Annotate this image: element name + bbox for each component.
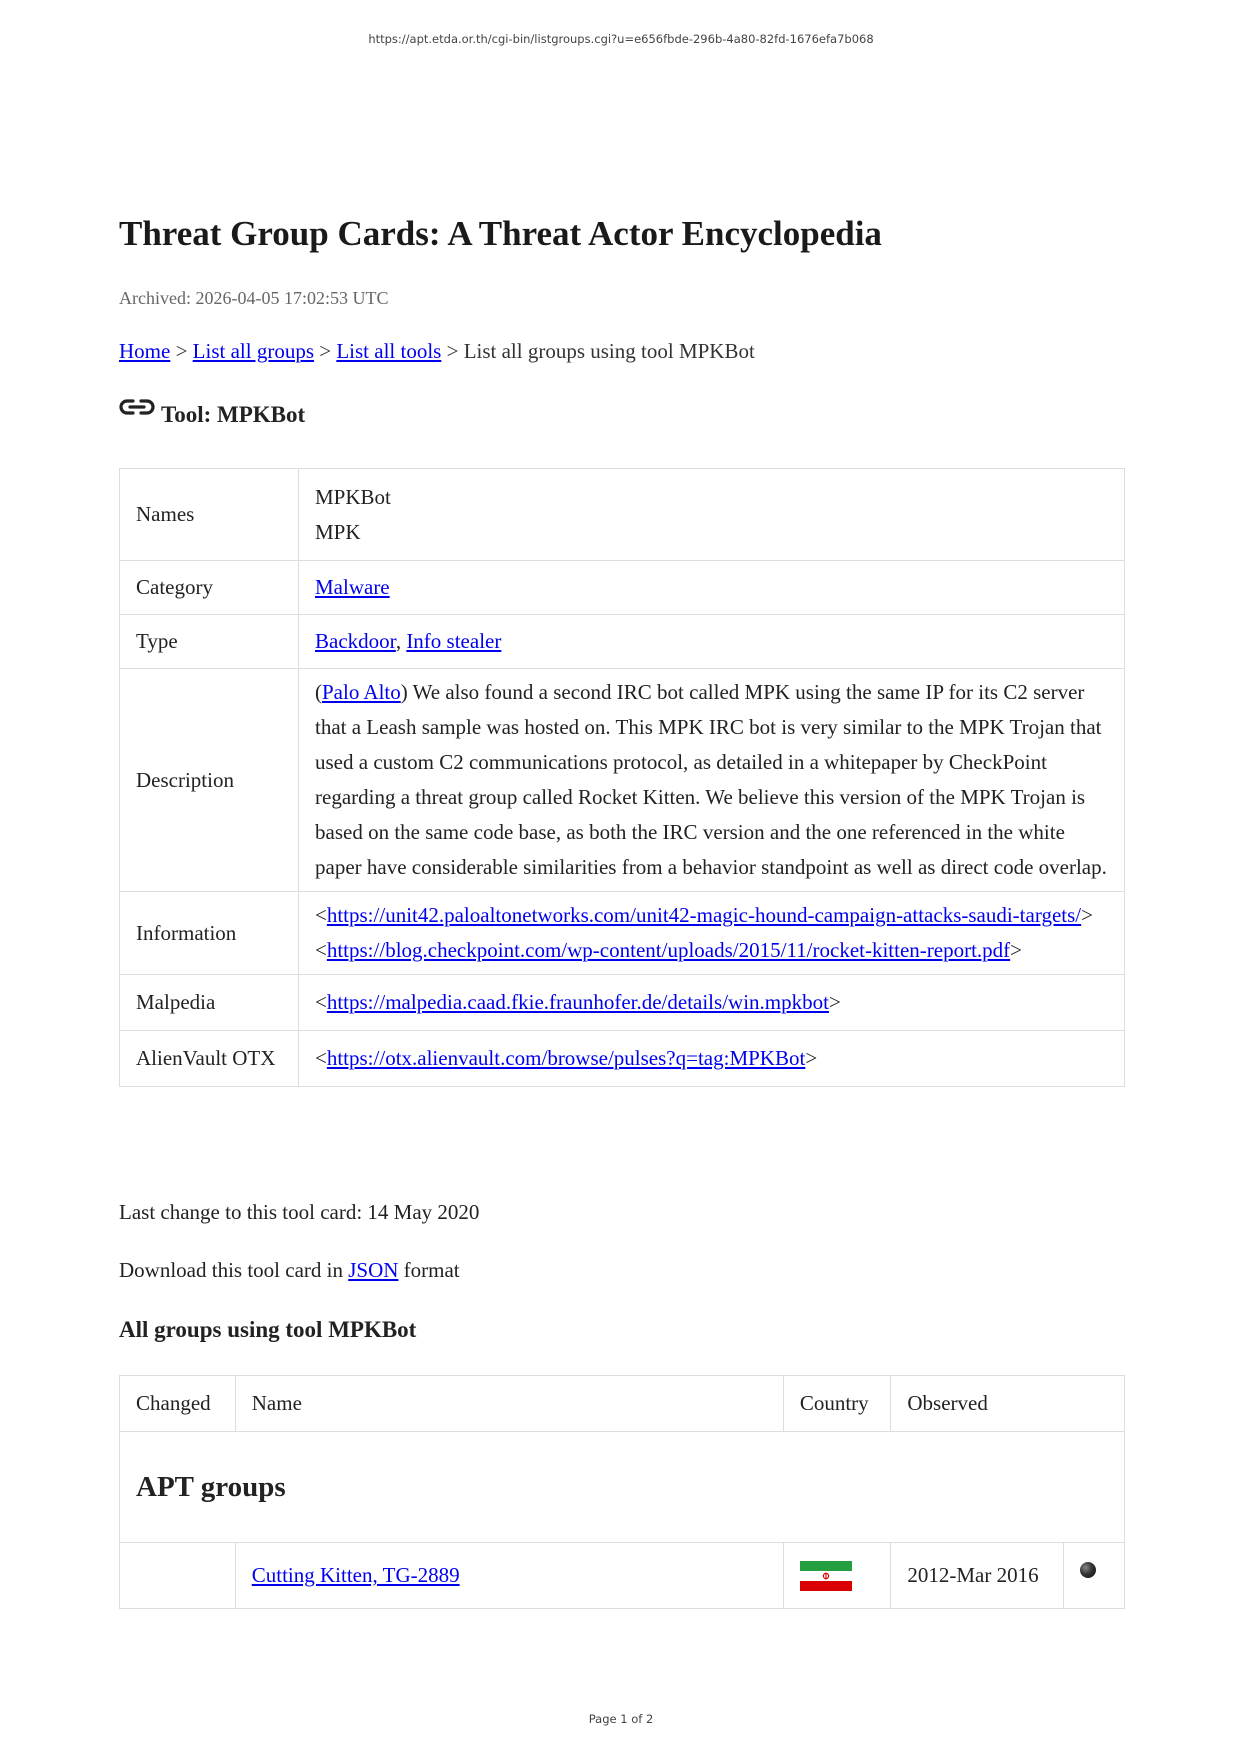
- groups-header-row: [120, 1376, 1125, 1432]
- page-number: Page 1 of 2: [588, 1712, 654, 1726]
- tool-details-table: [119, 468, 1125, 1087]
- breadcrumb-list-tools-link[interactable]: List all tools: [336, 339, 442, 363]
- angle-close: >: [1081, 903, 1093, 927]
- category-label: Category: [120, 561, 299, 615]
- alienvault-row: [120, 1031, 1125, 1087]
- alienvault-link[interactable]: https://otx.alienvault.com/browse/pulses?q=tag:MPKBot: [326, 1046, 806, 1070]
- angle-close: >: [1010, 938, 1023, 962]
- page-url: https://apt.etda.or.th/cgi-bin/listgroups.cgi?u=e656fbde-296b-4a80-82fd-1676efa7b068: [368, 32, 874, 46]
- column-header-country: Country: [783, 1376, 891, 1432]
- column-header-observed: Observed: [891, 1376, 1125, 1432]
- names-row: [120, 469, 1125, 561]
- name-item: MPK: [315, 519, 361, 544]
- information-label: Information: [120, 892, 299, 975]
- breadcrumb-list-groups-link[interactable]: List all groups: [192, 339, 314, 363]
- type-backdoor-link[interactable]: Backdoor: [315, 629, 396, 653]
- information-link-item: [315, 898, 1108, 933]
- last-change-text: Last change to this tool card: 14 May 2020: [119, 1200, 480, 1224]
- archived-timestamp: Archived: 2026-04-05 17:02:53 UTC: [119, 288, 389, 308]
- groups-heading: All groups using tool MPKBot: [119, 1317, 417, 1342]
- unit42-link[interactable]: https://unit42.paloaltonetworks.com/unit42-magic-hound-campaign-attacks-saudi-targets/: [326, 903, 1082, 927]
- paren-close: ): [400, 680, 408, 704]
- download-suffix: format: [398, 1258, 460, 1282]
- type-separator: ,: [395, 629, 407, 653]
- json-download-link[interactable]: JSON: [348, 1258, 399, 1282]
- type-value: [299, 615, 1125, 669]
- type-row: [120, 615, 1125, 669]
- breadcrumb-separator: >: [314, 339, 337, 363]
- alienvault-label: AlienVault OTX: [120, 1031, 299, 1087]
- angle-open: <: [315, 990, 327, 1014]
- information-link-item: [315, 933, 1108, 968]
- type-info-stealer-link[interactable]: Info stealer: [406, 629, 502, 653]
- column-header-changed: Changed: [120, 1376, 236, 1432]
- tool-heading-text: Tool: MPKBot: [161, 402, 306, 427]
- status-cell: [1063, 1543, 1125, 1609]
- breadcrumb-current: List all groups using tool MPKBot: [463, 339, 755, 363]
- angle-close: >: [805, 1046, 818, 1070]
- tool-heading: [119, 400, 305, 430]
- description-text: We also found a second IRC bot called MPK using the same IP for its C2 server that a Leash sample was hosted on. This MPK IRC bot is very similar to the MPK Trojan that used a custom C2 communications protocol, as detailed in a whitepaper by CheckPoint regarding a threat group called Rocket Kitten. We believe this version of the MPK Trojan is based on the same code base, as both the IRC version and the one referenced in the white paper have considerable similarities from a behavior standpoint as well as direct code overlap.: [315, 680, 1107, 879]
- iran-flag-icon: [800, 1561, 852, 1591]
- download-prefix: Download this tool card in: [119, 1258, 349, 1282]
- category-row: [120, 561, 1125, 615]
- malpedia-row: [120, 975, 1125, 1031]
- type-label: Type: [120, 615, 299, 669]
- alienvault-value: [299, 1031, 1125, 1087]
- paren-open: (: [315, 680, 322, 704]
- breadcrumb-separator: >: [441, 339, 464, 363]
- checkpoint-link[interactable]: https://blog.checkpoint.com/wp-content/uploads/2015/11/rocket-kitten-report.pdf: [326, 938, 1011, 962]
- table-row: [120, 1543, 1125, 1609]
- malpedia-link[interactable]: https://malpedia.caad.fkie.fraunhofer.de/details/win.mpkbot: [326, 990, 829, 1014]
- status-dot-icon: [1080, 1562, 1096, 1578]
- description-value: [299, 669, 1125, 892]
- breadcrumb: [119, 337, 755, 365]
- link-icon: [119, 396, 155, 418]
- information-value: [299, 892, 1125, 975]
- malpedia-label: Malpedia: [120, 975, 299, 1031]
- section-apt-groups: APT groups: [120, 1432, 1125, 1543]
- information-row: [120, 892, 1125, 975]
- palo-alto-source-link[interactable]: Palo Alto: [322, 680, 401, 704]
- column-header-name: Name: [235, 1376, 783, 1432]
- names-value: [299, 469, 1125, 561]
- description-label: Description: [120, 669, 299, 892]
- changed-cell: [120, 1543, 236, 1609]
- download-line: [119, 1256, 460, 1284]
- names-label: Names: [120, 469, 299, 561]
- angle-open: <: [315, 938, 327, 962]
- page-title: Threat Group Cards: A Threat Actor Encyclopedia: [119, 214, 882, 253]
- category-value: [299, 561, 1125, 615]
- group-name-link[interactable]: Cutting Kitten, TG-2889: [251, 1563, 460, 1587]
- breadcrumb-separator: >: [170, 339, 193, 363]
- breadcrumb-home-link[interactable]: Home: [119, 339, 171, 363]
- groups-table: [119, 1375, 1125, 1609]
- angle-open: <: [315, 1046, 327, 1070]
- category-malware-link[interactable]: Malware: [315, 575, 390, 599]
- malpedia-value: [299, 975, 1125, 1031]
- country-cell: [783, 1543, 891, 1609]
- description-row: [120, 669, 1125, 892]
- name-cell: [235, 1543, 783, 1609]
- observed-cell: 2012-Mar 2016: [891, 1543, 1063, 1609]
- angle-open: <: [315, 903, 327, 927]
- section-row: [120, 1432, 1125, 1543]
- name-item: MPKBot: [315, 484, 391, 509]
- angle-close: >: [828, 990, 841, 1014]
